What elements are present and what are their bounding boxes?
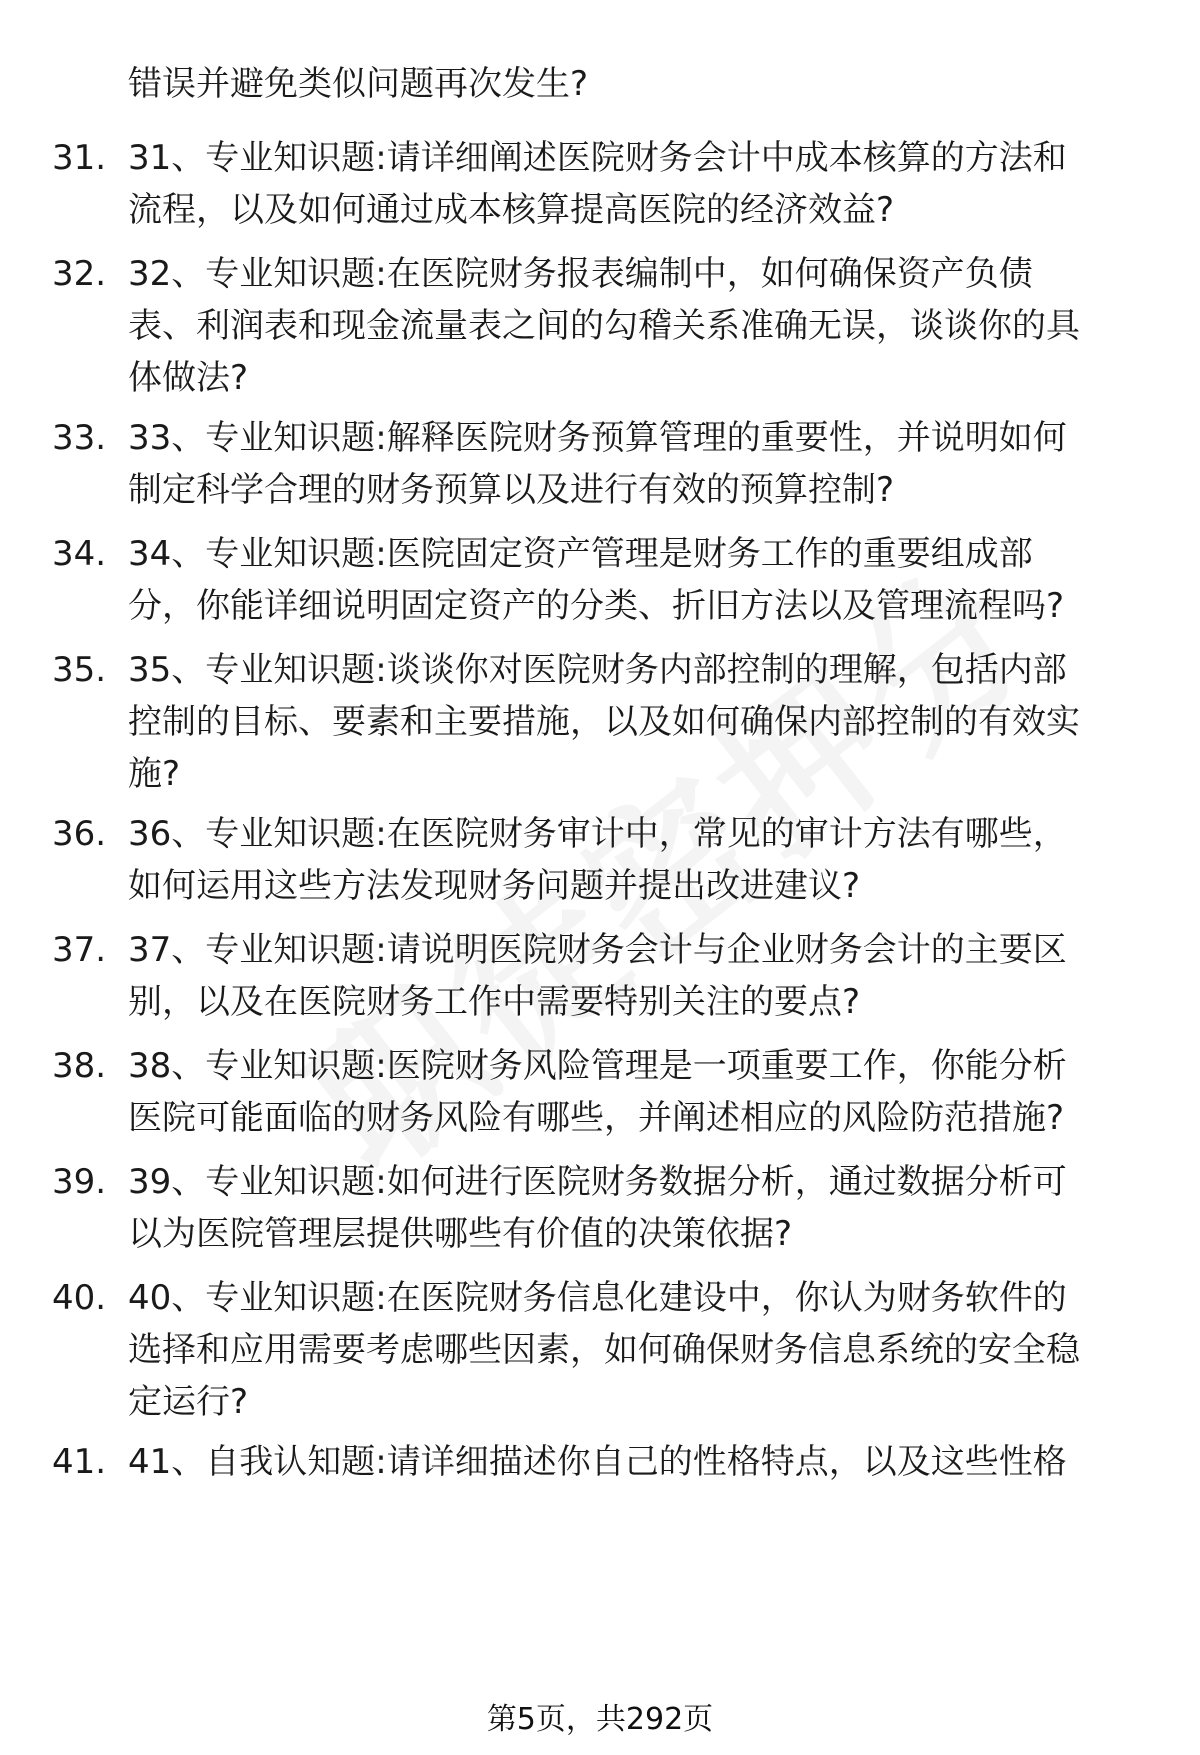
item-line: 如何运用这些方法发现财务问题并提出改进建议? (128, 866, 861, 906)
item-number: 37. (52, 930, 107, 970)
item-line: 定运行? (128, 1382, 249, 1422)
item-line: 流程，以及如何通过成本核算提高医院的经济效益? (128, 190, 895, 230)
item-line: 31、专业知识题:请详细阐述医院财务会计中成本核算的方法和 (128, 138, 1067, 178)
item-number: 34. (52, 534, 107, 574)
item-number: 32. (52, 254, 107, 294)
item-line: 别，以及在医院财务工作中需要特别关注的要点? (128, 982, 861, 1022)
item-text (128, 924, 1198, 1028)
item-text (128, 1436, 1198, 1488)
item-line: 以为医院管理层提供哪些有价值的决策依据? (128, 1214, 793, 1254)
item-number: 39. (52, 1162, 107, 1202)
item-number: 36. (52, 814, 107, 854)
item-line: 制定科学合理的财务预算以及进行有效的预算控制? (128, 470, 895, 510)
item-number: 41. (52, 1442, 107, 1482)
item-line: 分，你能详细说明固定资产的分类、折旧方法以及管理流程吗? (128, 586, 1065, 626)
item-text (128, 808, 1198, 912)
item-text (128, 248, 1198, 404)
item-number: 40. (52, 1278, 107, 1318)
item-text (128, 528, 1198, 632)
item-text (128, 412, 1198, 516)
item-line: 33、专业知识题:解释医院财务预算管理的重要性，并说明如何 (128, 418, 1067, 458)
page-footer: 第5页，共292页 (486, 1702, 714, 1737)
item-text (128, 1040, 1198, 1144)
item-line: 36、专业知识题:在医院财务审计中，常见的审计方法有哪些， (128, 814, 1067, 854)
item-text (128, 1156, 1198, 1260)
item-line: 体做法? (128, 358, 249, 398)
item-line: 38、专业知识题:医院财务风险管理是一项重要工作，你能分析 (128, 1046, 1067, 1086)
item-line: 施? (128, 754, 181, 794)
item-line: 32、专业知识题:在医院财务报表编制中，如何确保资产负债 (128, 254, 1033, 294)
item-line: 34、专业知识题:医院固定资产管理是财务工作的重要组成部 (128, 534, 1033, 574)
item-line: 表、利润表和现金流量表之间的勾稽关系准确无误，谈谈你的具 (128, 306, 1080, 346)
continuation-line: 错误并避免类似问题再次发生? (128, 64, 589, 104)
item-number: 33. (52, 418, 107, 458)
item-line: 医院可能面临的财务风险有哪些，并阐述相应的风险防范措施? (128, 1098, 1065, 1138)
item-line: 37、专业知识题:请说明医院财务会计与企业财务会计的主要区 (128, 930, 1067, 970)
item-number: 31. (52, 138, 107, 178)
item-line: 35、专业知识题:谈谈你对医院财务内部控制的理解，包括内部 (128, 650, 1067, 690)
item-text (128, 644, 1198, 800)
item-line: 40、专业知识题:在医院财务信息化建设中，你认为财务软件的 (128, 1278, 1067, 1318)
item-line: 控制的目标、要素和主要措施，以及如何确保内部控制的有效实 (128, 702, 1080, 742)
item-number: 38. (52, 1046, 107, 1086)
item-line: 39、专业知识题:如何进行医院财务数据分析，通过数据分析可 (128, 1162, 1067, 1202)
item-text (128, 132, 1198, 236)
item-line: 41、自我认知题:请详细描述你自己的性格特点，以及这些性格 (128, 1442, 1067, 1482)
item-number: 35. (52, 650, 107, 690)
item-line: 选择和应用需要考虑哪些因素，如何确保财务信息系统的安全稳 (128, 1330, 1080, 1370)
item-text (128, 1272, 1198, 1428)
